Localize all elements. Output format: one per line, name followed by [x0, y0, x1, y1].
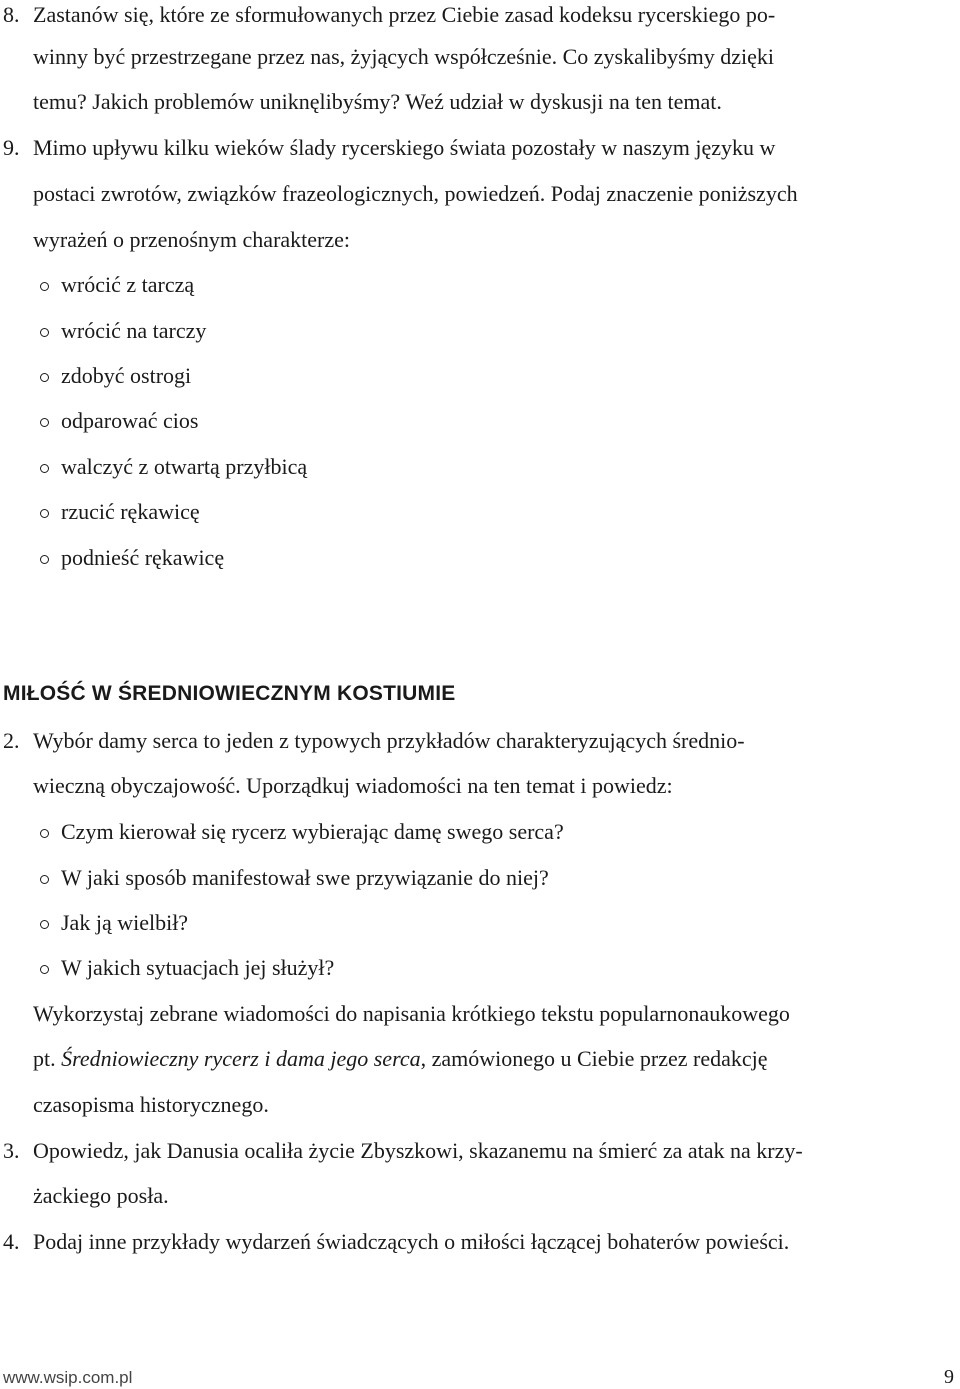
question-2-line-1: Wybór damy serca to jeden z typowych przykładów charakteryzujących średnio- — [33, 728, 745, 753]
question-8-line-2: winny być przestrzegane przez nas, żyjących współcześnie. Co zyskalibyśmy dzięki — [33, 44, 775, 69]
question-8-number: 8. — [3, 2, 20, 27]
bullet-icon — [40, 829, 49, 838]
followup-prefix: pt. — [33, 1046, 62, 1071]
list-item-text: wrócić na tarczy — [61, 318, 207, 343]
question-3-number: 3. — [3, 1138, 20, 1163]
list-item-text: zdobyć ostrogi — [61, 363, 192, 388]
question-2-followup-line-3: czasopisma historycznego. — [33, 1092, 269, 1117]
question-2-followup-line-1: Wykorzystaj zebrane wiadomości do napisania krótkiego tekstu popularnonaukowego — [33, 1001, 790, 1026]
question-2-line-2: wieczną obyczajowość. Uporządkuj wiadomości na ten temat i powiedz: — [33, 773, 673, 798]
bullet-icon — [40, 373, 49, 382]
bullet-icon — [40, 875, 49, 884]
list-item-text: odparować cios — [61, 408, 199, 433]
question-9-line-2: postaci zwrotów, związków frazeologicznych, powiedzeń. Podaj znaczenie poniższych — [33, 181, 798, 206]
question-3-line-1: Opowiedz, jak Danusia ocaliła życie Zbyszkowi, skazanemu na śmierć za atak na krzy- — [33, 1138, 803, 1163]
section-heading: MIŁOŚĆ W ŚREDNIOWIECZNYM KOSTIUMIE — [3, 682, 456, 705]
list-item-text: Jak ją wielbił? — [61, 910, 189, 935]
bullet-icon — [40, 464, 49, 473]
list-item-text: Czym kierował się rycerz wybierając damę swego serca? — [61, 819, 564, 844]
bullet-icon — [40, 509, 49, 518]
bullet-icon — [40, 418, 49, 427]
list-item-text: walczyć z otwartą przyłbicą — [61, 454, 308, 479]
bullet-icon — [40, 965, 49, 974]
question-8-line-3: temu? Jakich problemów uniknęlibyśmy? Weź udział w dyskusji na ten temat. — [33, 89, 722, 114]
list-item-text: W jakich sytuacjach jej służył? — [61, 955, 335, 980]
question-4-number: 4. — [3, 1229, 20, 1254]
list-item-text: W jaki sposób manifestował swe przywiązanie do niej? — [61, 865, 549, 890]
list-item-text: wrócić z tarczą — [61, 272, 195, 297]
question-2-number: 2. — [3, 728, 20, 753]
bullet-icon — [40, 282, 49, 291]
page-number: 9 — [944, 1366, 954, 1388]
bullet-icon — [40, 920, 49, 929]
question-9-number: 9. — [3, 135, 20, 160]
footer-url: www.wsip.com.pl — [3, 1368, 133, 1387]
followup-suffix: , zamówionego u Ciebie przez redakcję — [420, 1046, 768, 1071]
question-8-line-1: Zastanów się, które ze sformułowanych przez Ciebie zasad kodeksu rycerskiego po- — [33, 2, 776, 27]
question-4-line-1: Podaj inne przykłady wydarzeń świadczących o miłości łączącej bohaterów powieści. — [33, 1229, 790, 1254]
article-title: Średniowieczny rycerz i dama jego serca — [61, 1046, 421, 1071]
bullet-icon — [40, 555, 49, 564]
list-item-text: rzucić rękawicę — [61, 499, 200, 524]
question-9-line-3: wyrażeń o przenośnym charakterze: — [33, 227, 351, 252]
question-9-line-1: Mimo upływu kilku wieków ślady rycerskiego świata pozostały w naszym języku w — [33, 135, 776, 160]
question-2-followup-line-2 — [33, 1044, 768, 1074]
list-item-text: podnieść rękawicę — [61, 545, 225, 570]
question-3-line-2: żackiego posła. — [33, 1183, 169, 1208]
bullet-icon — [40, 328, 49, 337]
